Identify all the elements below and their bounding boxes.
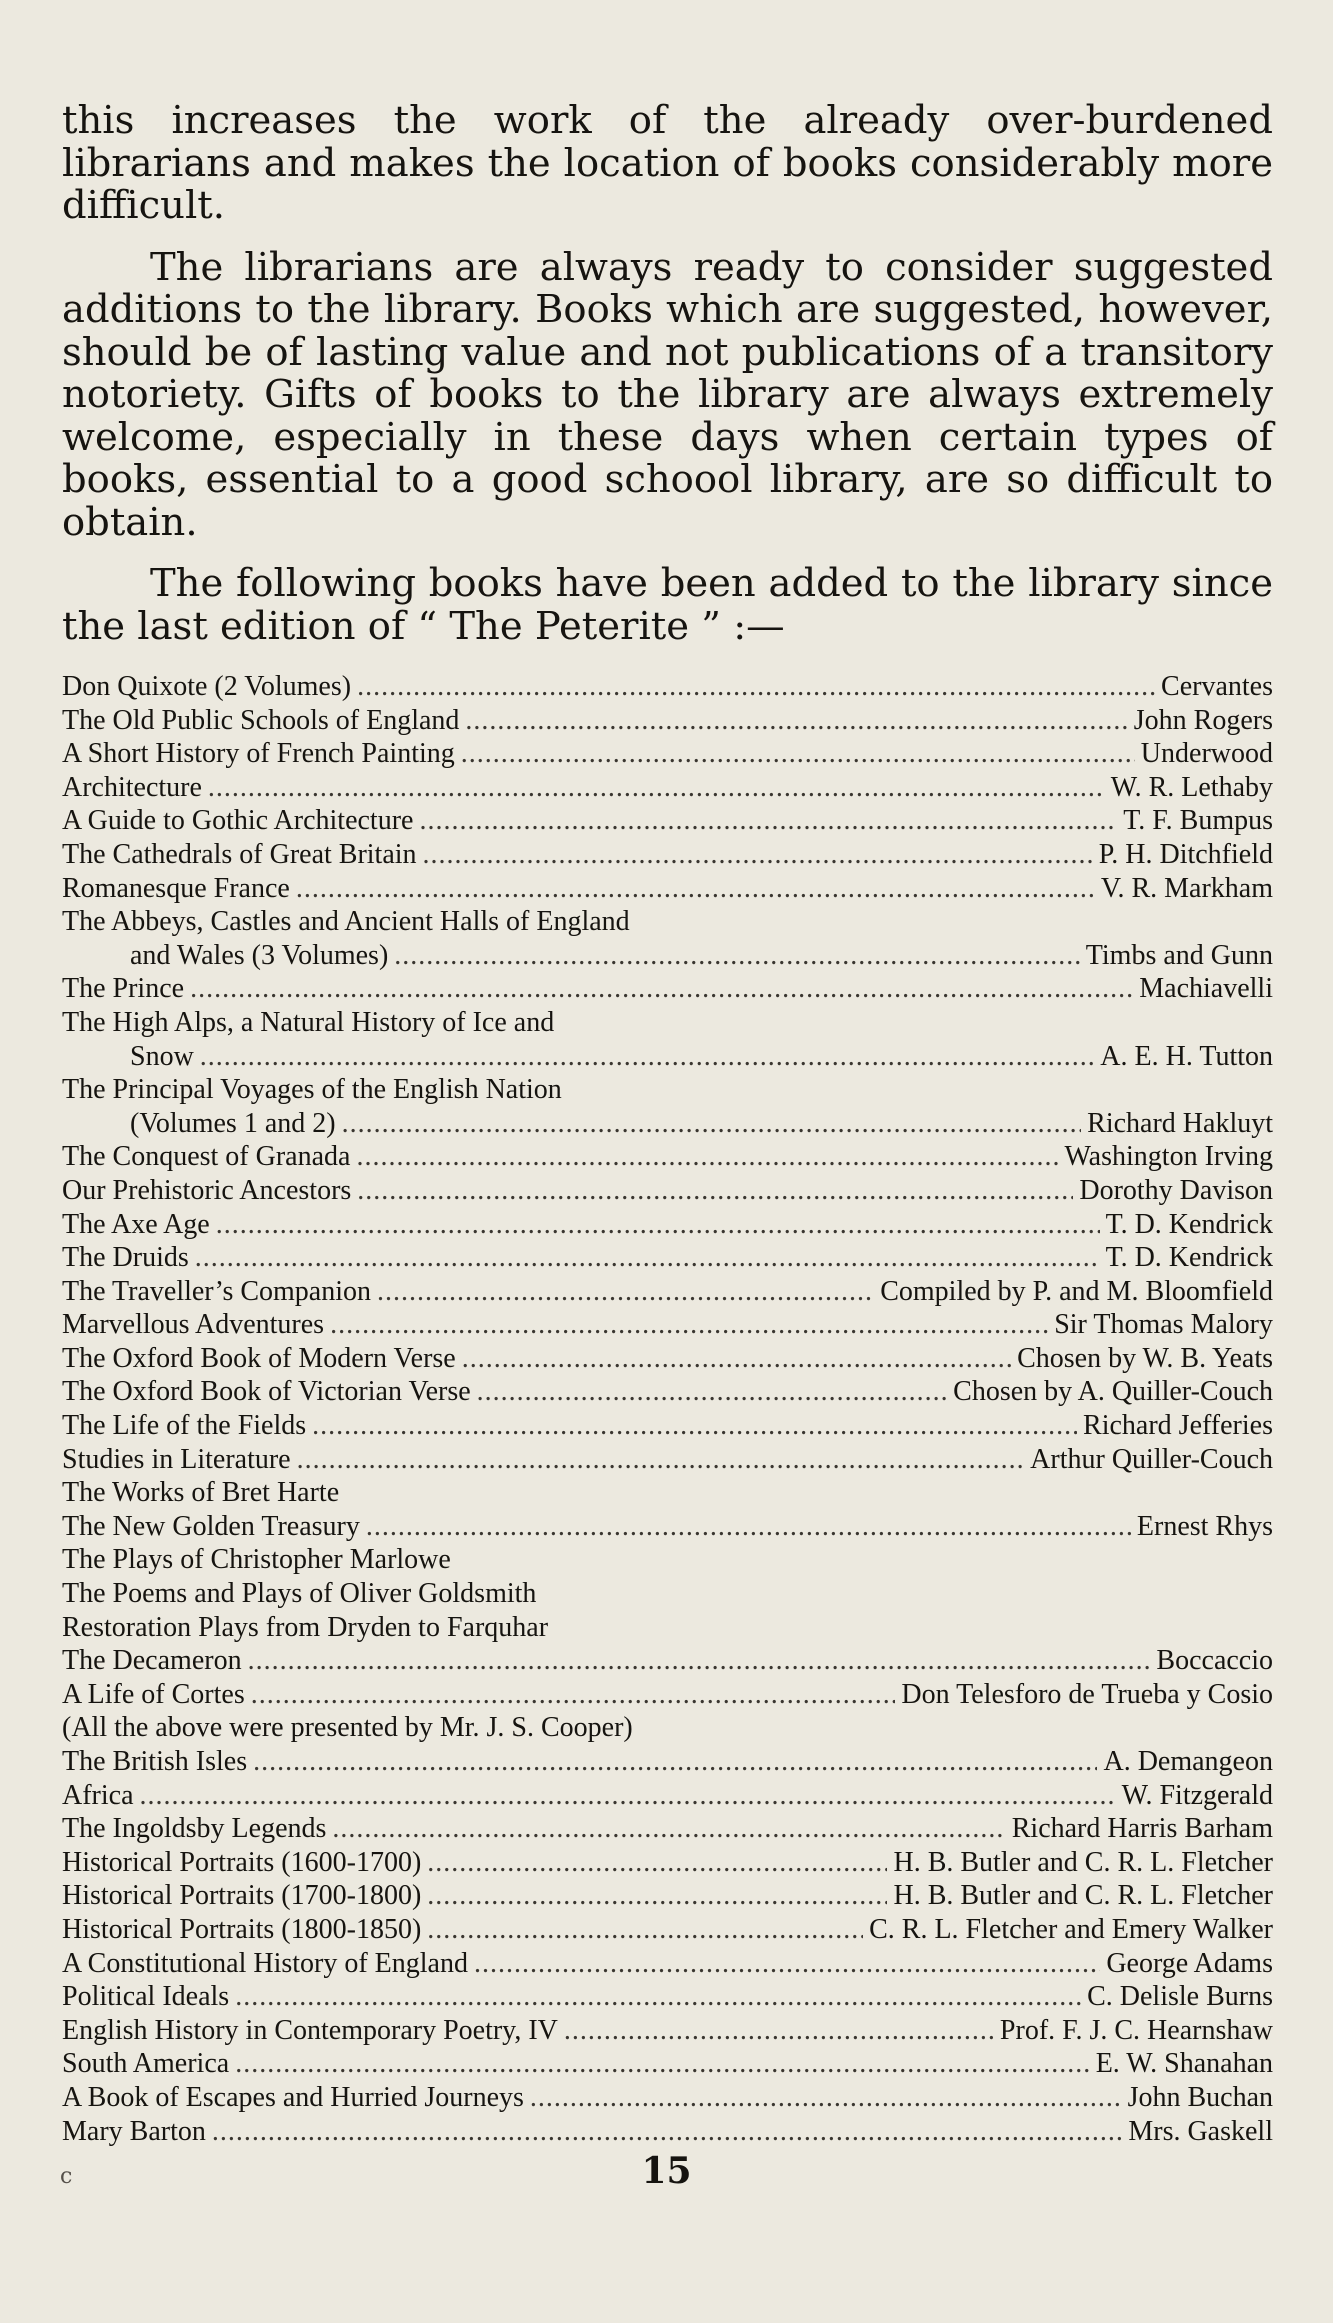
book-title: Africa	[62, 1779, 134, 1811]
book-author: Ernest Rhys	[1136, 1510, 1273, 1542]
book-entry	[62, 1443, 1273, 1477]
book-entry	[62, 1174, 1273, 1208]
book-entry	[62, 1980, 1273, 2014]
book-title-line	[62, 905, 1273, 939]
book-author: Compiled by P. and M. Bloomfield	[880, 1275, 1273, 1307]
book-entry	[62, 1745, 1273, 1779]
dot-leader	[564, 2014, 994, 2048]
book-author: C. Delisle Burns	[1087, 1981, 1273, 2013]
paragraph: The librarians are always ready to consider suggested additions to the library. Books which are suggested, however, should be of lasting value and not publications of a transitory notoriety. Gifts of books to the library are always extremely welcome, especially in these days when certain types of books, essential to a good schoool library, are so difficult to obtain.	[62, 244, 1273, 545]
book-author: H. B. Butler and C. R. L. Fletcher	[893, 1846, 1273, 1878]
book-entry	[62, 1476, 1273, 1510]
book-author: Dorothy Davison	[1079, 1174, 1273, 1206]
book-title: Don Quixote (2 Volumes)	[62, 671, 352, 702]
book-title: The British Isles	[62, 1746, 248, 1777]
book-title: The Ingoldsby Legends	[62, 1813, 327, 1845]
dot-leader	[140, 1779, 1116, 1813]
dot-leader	[332, 1812, 1005, 1846]
book-author: P. H. Ditchfield	[1098, 838, 1273, 870]
book-entry	[62, 804, 1273, 838]
dot-leader	[190, 972, 1133, 1006]
dot-leader	[377, 1275, 874, 1309]
book-author: Sir Thomas Malory	[1054, 1309, 1273, 1341]
book-title: Mary Barton	[62, 2115, 206, 2147]
book-title: The Oxford Book of Modern Verse	[62, 1342, 456, 1374]
book-title-continued: (Volumes 1 and 2)	[130, 1107, 336, 1139]
book-title: The Cathedrals of Great Britain	[62, 838, 417, 870]
book-title: The New Golden Treasury	[62, 1510, 360, 1542]
dot-leader	[427, 1913, 863, 1947]
book-title: The Decameron	[62, 1645, 242, 1677]
book-list	[62, 670, 1273, 2148]
dot-leader	[253, 1745, 1097, 1779]
dot-leader	[235, 2047, 1089, 2081]
book-title: Political Ideals	[62, 1981, 230, 2013]
page-number: 15	[641, 2150, 692, 2192]
book-author: Richard Harris Barham	[1011, 1813, 1273, 1845]
dot-leader	[465, 704, 1127, 738]
book-title: A Constitutional History of England	[62, 1947, 468, 1979]
book-title: The Life of the Fields	[62, 1410, 307, 1442]
book-entry	[62, 1812, 1273, 1846]
signature-mark: c	[60, 2164, 73, 2189]
book-title: Our Prehistoric Ancestors	[62, 1174, 352, 1206]
dot-leader	[216, 1208, 1100, 1242]
book-title: Historical Portraits (1600-1700)	[62, 1846, 422, 1878]
book-title: The Prince	[62, 973, 185, 1005]
book-author: Richard Jefferies	[1083, 1410, 1273, 1442]
dot-leader	[357, 670, 1155, 704]
book-entry	[62, 1611, 1273, 1645]
book-entry	[62, 1308, 1273, 1342]
book-author: T. D. Kendrick	[1105, 1208, 1273, 1240]
dot-leader	[474, 1947, 1100, 1981]
book-title: The Conquest of Granada	[62, 1141, 351, 1173]
book-title: The Principal Voyages of the English Nation	[62, 1074, 562, 1106]
book-entry	[62, 1409, 1273, 1443]
book-entry	[62, 1644, 1273, 1678]
book-author: T. F. Bumpus	[1123, 805, 1273, 837]
book-entry	[62, 1342, 1273, 1376]
book-entry	[62, 1140, 1273, 1174]
dot-leader	[312, 1409, 1077, 1443]
book-author: Boccaccio	[1156, 1645, 1273, 1677]
dot-leader	[530, 2081, 1122, 2115]
book-author: A. Demangeon	[1103, 1746, 1273, 1777]
dot-leader	[461, 737, 1135, 771]
book-author: Underwood	[1140, 738, 1273, 770]
book-entry	[62, 737, 1273, 771]
book-title: The Poems and Plays of Oliver Goldsmith	[62, 1578, 537, 1610]
book-title: Historical Portraits (1800-1850)	[62, 1913, 422, 1945]
paragraph: The following books have been added to the library since the last edition of “ The Peterite ” :—	[62, 561, 1273, 649]
book-title: The Traveller’s Companion	[62, 1275, 372, 1307]
dot-leader	[477, 1375, 948, 1409]
book-author: Mrs. Gaskell	[1128, 2115, 1273, 2147]
book-title: The Old Public Schools of England	[62, 704, 460, 736]
book-title: Marvellous Adventures	[62, 1309, 325, 1341]
book-author: Machiavelli	[1139, 973, 1273, 1005]
book-title: The Abbeys, Castles and Ancient Halls of England	[62, 906, 630, 938]
book-title: The High Alps, a Natural History of Ice and	[62, 1006, 555, 1038]
book-title: The Druids	[62, 1242, 189, 1274]
dot-leader	[366, 1510, 1131, 1544]
book-entry	[62, 1879, 1273, 1913]
book-author: Don Telesforo de Trueba y Cosio	[901, 1678, 1273, 1710]
book-title: A Book of Escapes and Hurried Journeys	[62, 2081, 524, 2113]
book-title-continued: Snow	[130, 1040, 194, 1072]
book-author: H. B. Butler and C. R. L. Fletcher	[893, 1880, 1273, 1912]
book-title-line	[62, 1073, 1273, 1107]
book-entry	[62, 771, 1273, 805]
book-author: Cervantes	[1161, 671, 1273, 702]
dot-leader	[208, 771, 1105, 805]
book-title: English History in Contemporary Poetry, IV	[62, 2014, 558, 2046]
book-author: W. R. Lethaby	[1110, 771, 1273, 803]
dot-leader	[423, 838, 1093, 872]
dot-leader	[330, 1308, 1048, 1342]
book-author: C. R. L. Fletcher and Emery Walker	[869, 1913, 1273, 1945]
page-footer	[0, 2150, 1333, 2200]
dot-leader	[427, 1846, 887, 1880]
book-entry	[62, 670, 1273, 704]
book-title: The Plays of Christopher Marlowe	[62, 1544, 451, 1576]
book-author: Washington Irving	[1064, 1141, 1273, 1173]
dot-leader	[462, 1342, 1011, 1376]
book-title: A Short History of French Painting	[62, 738, 455, 770]
book-author: John Buchan	[1127, 2081, 1273, 2113]
book-title: The Oxford Book of Victorian Verse	[62, 1376, 471, 1408]
dot-leader	[357, 1174, 1073, 1208]
book-entry	[62, 905, 1273, 972]
book-author: Chosen by W. B. Yeats	[1017, 1342, 1273, 1374]
book-entry	[62, 1577, 1273, 1611]
book-title: Historical Portraits (1700-1800)	[62, 1880, 422, 1912]
book-author: Timbs and Gunn	[1085, 939, 1273, 971]
book-title: (All the above were presented by Mr. J. S. Cooper)	[62, 1712, 633, 1744]
book-title: Romanesque France	[62, 872, 290, 904]
book-entry	[62, 1073, 1273, 1140]
book-title: The Works of Bret Harte	[62, 1477, 340, 1509]
book-entry	[62, 1510, 1273, 1544]
paragraph: this increases the work of the already over-burdened librarians and makes the location of books considerably more difficult.	[62, 98, 1273, 228]
dot-leader	[235, 1980, 1081, 2014]
dot-leader	[342, 1107, 1082, 1141]
book-author: W. Fitzgerald	[1121, 1779, 1273, 1811]
book-entry	[62, 2047, 1273, 2081]
book-author: E. W. Shanahan	[1095, 2048, 1273, 2080]
book-entry	[62, 1779, 1273, 1813]
book-author: George Adams	[1106, 1947, 1273, 1979]
dot-leader	[248, 1644, 1151, 1678]
dot-leader	[296, 872, 1095, 906]
book-entry	[62, 1678, 1273, 1712]
book-author: Richard Hakluyt	[1087, 1107, 1273, 1139]
book-title: Architecture	[62, 771, 202, 803]
book-title: A Guide to Gothic Architecture	[62, 805, 414, 837]
book-entry	[62, 1913, 1273, 1947]
book-entry	[62, 1275, 1273, 1309]
dot-leader	[419, 804, 1117, 838]
book-entry	[62, 2081, 1273, 2115]
book-entry	[62, 972, 1273, 1006]
book-title-continued: and Wales (3 Volumes)	[130, 939, 389, 971]
book-author: A. E. H. Tutton	[1100, 1040, 1273, 1072]
book-entry	[62, 1006, 1273, 1073]
book-entry	[62, 1375, 1273, 1409]
book-entry	[62, 1241, 1273, 1275]
dot-leader	[427, 1879, 887, 1913]
book-entry	[62, 1947, 1273, 1981]
book-author: John Rogers	[1133, 704, 1273, 736]
dot-leader	[195, 1241, 1100, 1275]
dot-leader	[200, 1040, 1094, 1074]
book-entry	[62, 1846, 1273, 1880]
book-author: Chosen by A. Quiller-Couch	[953, 1376, 1273, 1408]
book-entry	[62, 2014, 1273, 2048]
dot-leader	[297, 1443, 1025, 1477]
book-entry	[62, 838, 1273, 872]
book-entry	[62, 704, 1273, 738]
book-entry	[62, 1711, 1273, 1745]
book-entry	[62, 2115, 1273, 2149]
book-author: V. R. Markham	[1100, 872, 1273, 904]
book-title: Studies in Literature	[62, 1443, 291, 1475]
book-title: A Life of Cortes	[62, 1678, 245, 1710]
book-author: Arthur Quiller-Couch	[1030, 1443, 1273, 1475]
book-title-line	[62, 1006, 1273, 1040]
book-title: South America	[62, 2048, 230, 2080]
dot-leader	[394, 939, 1079, 973]
book-author: T. D. Kendrick	[1105, 1242, 1273, 1274]
book-author: Prof. F. J. C. Hearnshaw	[999, 2014, 1273, 2046]
book-title: Restoration Plays from Dryden to Farquhar	[62, 1611, 549, 1643]
dot-leader	[212, 2115, 1122, 2149]
dot-leader	[251, 1678, 896, 1712]
book-entry	[62, 1208, 1273, 1242]
book-entry	[62, 1543, 1273, 1577]
dot-leader	[356, 1140, 1058, 1174]
book-title: The Axe Age	[62, 1208, 210, 1240]
book-entry	[62, 872, 1273, 906]
